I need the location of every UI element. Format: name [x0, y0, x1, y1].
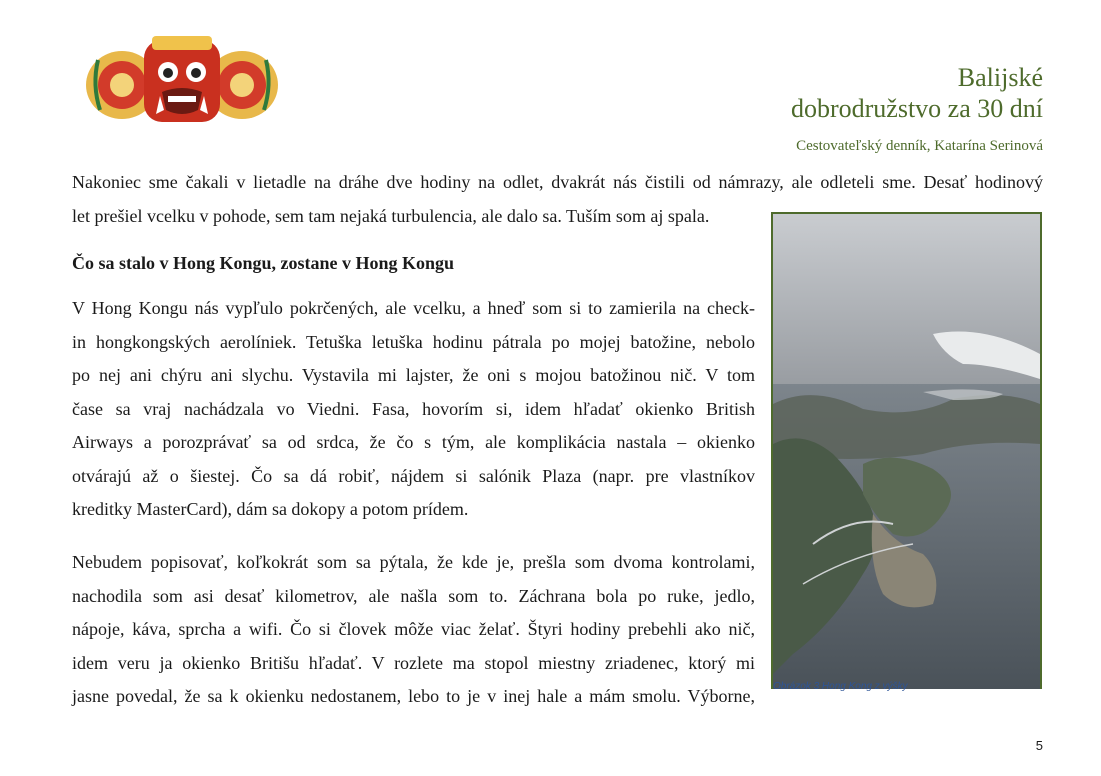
paragraph-line: čase sa vraj nachádzala vo Viedni. Fasa, hovorím si, idem hľadať okienko British — [72, 398, 755, 419]
figure-caption: Obrázok 3 Hong Kong z výšky — [773, 681, 908, 692]
paragraph-line: Airways a porozprávať sa od srdca, že čo s tým, ale komplikácia nastala – okienko — [72, 432, 755, 452]
balinese-barong-mask-icon — [82, 30, 282, 130]
paragraph-line: kreditky MasterCard), dám sa dokopy a potom prídem. — [72, 499, 469, 519]
aerial-photo-image — [773, 214, 1040, 689]
logo — [82, 30, 282, 130]
paragraph-lounge-search — [72, 546, 755, 714]
paragraph-line: in hongkongských aerolíniek. Tetuška letuška hodinu pátrala po mojej batožine, nebolo — [72, 331, 755, 352]
title-line-2: dobrodružstvo za 30 dní — [790, 94, 1043, 123]
paragraph-line: idem veru ja okienko Britišu hľadať. V rozlete ma stopol miestny zriadenec, ktorý mi — [72, 652, 755, 673]
paragraph-line: V Hong Kongu nás vypľulo pokrčených, ale vcelku, a hneď som si to zamierila na check- — [72, 298, 755, 318]
document-subtitle: Cestovateľský denník, Katarína Serinová — [796, 138, 1043, 154]
paragraph-line: Nebudem popisovať, koľkokrát som sa pýtala, že kde je, prešla som dvoma kontrolami, — [72, 552, 755, 572]
section-heading: Čo sa stalo v Hong Kongu, zostane v Hong Kongu — [72, 253, 455, 273]
intro-paragraph-continued — [72, 200, 772, 234]
hong-kong-aerial-photo — [771, 212, 1042, 689]
intro-paragraph — [72, 166, 1043, 200]
paragraph-hong-kong-arrival — [72, 292, 755, 527]
paragraph-line: otvárajú až o šiestej. Čo sa dá robiť, nájdem si salónik Plaza (napr. pre vlastníkov — [72, 465, 755, 486]
document-title — [791, 62, 1043, 124]
page-number: 5 — [1035, 738, 1043, 753]
paragraph-line: po nej ani chýru ani slychu. Vystavila mi lajster, že oni s mojou batožinou nič. V tom — [72, 365, 755, 385]
paragraph-line: jasne povedal, že sa k okienku nedostanem, lebo to je v inej hale a mám smolu. Výborne, — [72, 686, 755, 706]
paragraph-line: nápoje, káva, sprcha a wifi. Čo si človek môže viac želať. Štyri hodiny prebehli ako nič, — [72, 619, 755, 639]
paragraph-line: nachodila som asi desať kilometrov, ale našla som to. Záchrana bola po ruke, jedlo, — [72, 585, 755, 606]
title-line-1: Balijské — [957, 63, 1043, 92]
intro-line-2: let prešiel vcelku v pohode, sem tam nejaká turbulencia, ale dalo sa. Tuším som aj spala. — [72, 206, 710, 226]
intro-line-1: Nakoniec sme čakali v lietadle na dráhe dve hodiny na odlet, dvakrát nás čistili od námrazy, ale odleteli sme. Desať hodinový — [72, 172, 1043, 192]
